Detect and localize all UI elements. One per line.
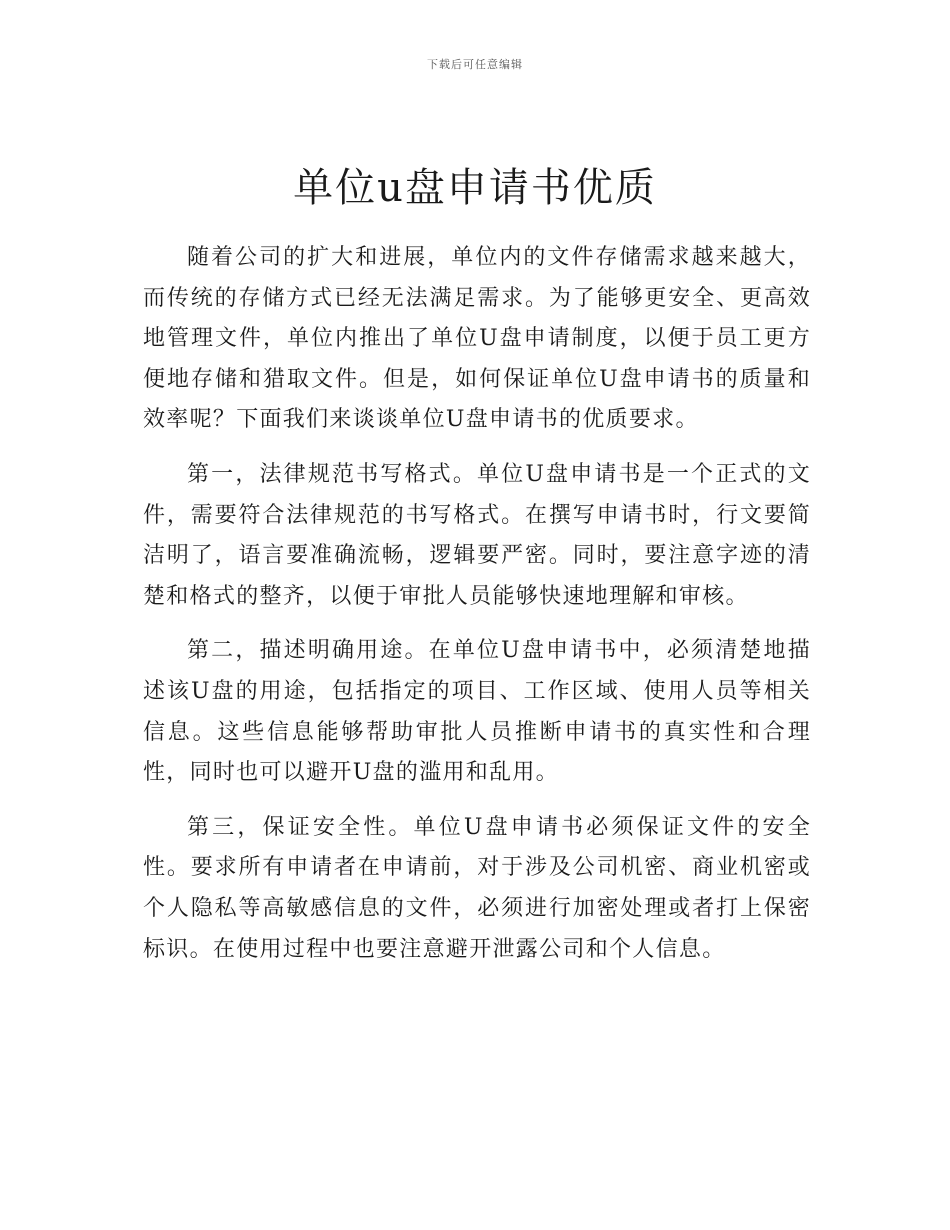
paragraph-first: 第一，法律规范书写格式。单位U盘申请书是一个正式的文件，需要符合法律规范的书写格式。在撰写申请书时，行文要简洁明了，语言要准确流畅，逻辑要严密。同时，要注意字迹的清楚和格式的整齐，以便于审批人员能够快速地理解和审核。 [143,461,811,609]
header-note: 下载后可任意编辑 [427,58,523,71]
paragraph-intro: 随着公司的扩大和进展，单位内的文件存储需求越来越大，而传统的存储方式已经无法满足需求。为了能够更安全、更高效地管理文件，单位内推出了单位U盘申请制度，以便于员工更方便地存储和猎取文件。但是，如何保证单位U盘申请书的质量和效率呢？下面我们来谈谈单位U盘申请书的优质要求。 [143,245,811,433]
paragraph-third: 第三，保证安全性。单位U盘申请书必须保证文件的安全性。要求所有申请者在申请前，对于涉及公司机密、商业机密或个人隐私等高敏感信息的文件，必须进行加密处理或者打上保密标识。在使用过程中也要注意避开泄露公司和个人信息。 [143,814,811,962]
document-title: 单位u盘申请书优质 [293,165,657,211]
document-body [143,238,811,984]
paragraph-second: 第二，描述明确用途。在单位U盘申请书中，必须清楚地描述该U盘的用途，包括指定的项目、工作区域、使用人员等相关信息。这些信息能够帮助审批人员推断申请书的真实性和合理性，同时也可以避开U盘的滥用和乱用。 [143,638,811,786]
